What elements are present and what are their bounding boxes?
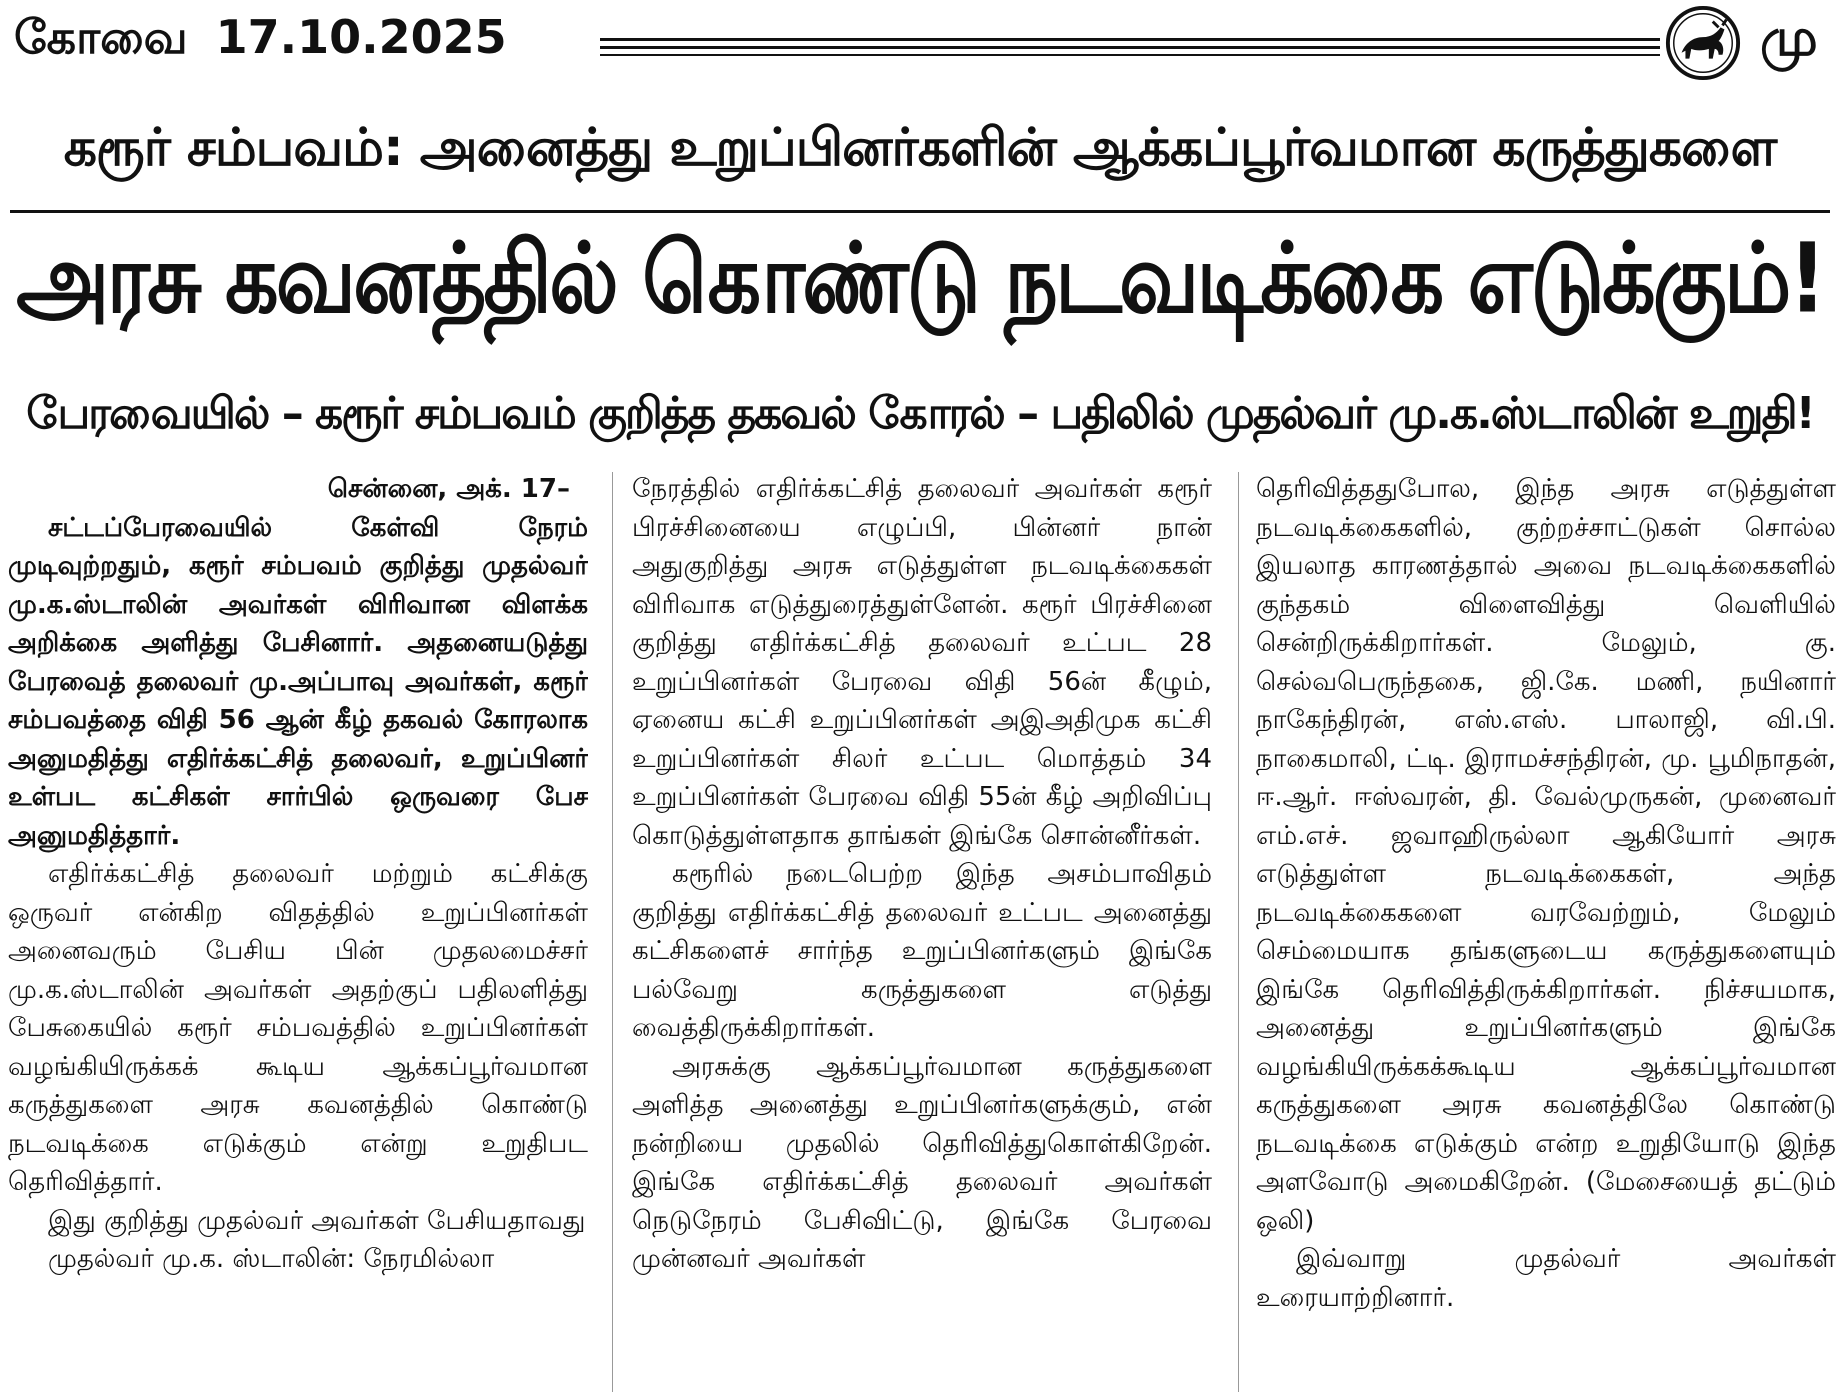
edition-dateline bbox=[14, 10, 507, 71]
article-dateline: சென்னை, அக். 17– bbox=[327, 474, 570, 504]
edition-date: 17.10.2025 bbox=[215, 10, 507, 64]
body-paragraph: இவ்வாறு முதல்வர் அவர்கள் உரையாற்றினார். bbox=[1256, 1244, 1836, 1313]
article-kicker: கரூர் சம்பவம்: அனைத்து உறுப்பினர்களின் ஆக்கப்பூர்வமான கருத்துகளை bbox=[63, 118, 1777, 178]
article-headline: அரசு கவனத்தில் கொண்டு நடவடிக்கை எடுக்கும்! bbox=[16, 222, 1824, 335]
body-paragraph: தெரிவித்ததுபோல, இந்த அரசு எடுத்துள்ள நடவடிக்கைகளில், குற்றச்சாட்டுகள் சொல்ல இயலாத காரணத்தால் அவை நடவடிக்கைகளில் குந்தகம் விளைவித்து வெளியில் சென்றிருக்கிறார்கள். மேலும், கு. செல்வபெருந்தகை, ஜி.கே. மணி, நயினார் நாகேந்திரன், எஸ்.எஸ். பாலாஜி, வி.பி. நாகைமாலி, ட்டி. இராமச்சந்திரன், மு. பூமிநாதன், ஈ.ஆர். ஈஸ்வரன், தி. வேல்முருகன், முனைவர் எம்.எச். ஜவாஹிருல்லா ஆகியோர் அரசு எடுத்துள்ள நடவடிக்கைகள், அந்த நடவடிக்கைகளை வரவேற்றும், மேலும் செம்மையாக தங்களுடைய கருத்துகளையும் இங்கே தெரிவித்திருக்கிறார்கள். நிச்சயமாக, அனைத்து உறுப்பினர்களும் இங்கே வழங்கியிருக்கக்கூடிய ஆக்கப்பூர்வமான கருத்துகளை அரசு கவனத்திலே கொண்டு நடவடிக்கை எடுக்கும் என்ற உறுதியோடு இந்த அளவோடு அமைகிறேன். (மேசையைத் தட்டும் ஒலி) bbox=[1256, 474, 1836, 1236]
body-paragraph: கரூரில் நடைபெற்ற இந்த அசம்பாவிதம் குறித்து எதிர்க்கட்சித் தலைவர் உட்பட அனைத்து கட்சிகளைச் சார்ந்த உறுப்பினர்களும் இங்கே பல்வேறு கருத்துகளை எடுத்து வைத்திருக்கிறார்கள். bbox=[632, 859, 1212, 1043]
article-column-1 bbox=[8, 470, 588, 1390]
lead-paragraph: சட்டப்பேரவையில் கேள்வி நேரம் முடிவுற்றதும், கரூர் சம்பவம் குறித்து முதல்வர் மு.க.ஸ்டாலின் அவர்கள் விரிவான விளக்க அறிக்கை அளித்து பேசினார். அதனையடுத்து பேரவைத் தலைவர் மு.அப்பாவு அவர்கள், கரூர் சம்பவத்தை விதி 56 ஆன் கீழ் தகவல் கோரலாக அனுமதித்து எதிர்க்கட்சித் தலைவர், உறுப்பினர் உள்பட கட்சிகள் சார்பில் ஒருவரை பேச அனுமதித்தார். bbox=[8, 512, 588, 851]
article-column-3 bbox=[1256, 470, 1836, 1390]
body-paragraph: நேரத்தில் எதிர்க்கட்சித் தலைவர் அவர்கள் கரூர் பிரச்சினையை எழுப்பி, பின்னர் நான் அதுகுறித்து அரசு எடுத்துள்ள நடவடிக்கைகள் விரிவாக எடுத்துரைத்துள்ளேன். கரூர் பிரச்சினை குறித்து எதிர்க்கட்சித் தலைவர் உட்பட 28 உறுப்பினர்கள் பேரவை விதி 56ன் கீழும், ஏனைய கட்சி உறுப்பினர்கள் அஇஅதிமுக கட்சி உறுப்பினர்கள் சிலர் உட்பட மொத்தம் 34 உறுப்பினர்கள் பேரவை விதி 55ன் கீழ் அறிவிப்பு கொடுத்துள்ளதாக தாங்கள் இங்கே சொன்னீர்கள். bbox=[632, 474, 1212, 851]
masthead-rule bbox=[600, 54, 1660, 56]
column-divider bbox=[612, 472, 613, 1392]
edition-name: கோவை bbox=[14, 10, 188, 64]
body-paragraph: முதல்வர் மு.க. ஸ்டாலின்: நேரமில்லா bbox=[48, 1244, 495, 1274]
masthead bbox=[0, 0, 1838, 92]
article-column-2 bbox=[632, 470, 1212, 1390]
article-subhead: பேரவையில் – கரூர் சம்பவம் குறித்த தகவல் கோரல் – பதிலில் முதல்வர் மு.க.ஸ்டாலின் உறுதி! bbox=[26, 388, 1814, 439]
bull-emblem-logo-icon bbox=[1664, 4, 1742, 82]
body-paragraph: அரசுக்கு ஆக்கப்பூர்வமான கருத்துகளை அளித்த அனைத்து உறுப்பினர்களுக்கும், என் நன்றியை முதலில் தெரிவித்துகொள்கிறேன். இங்கே எதிர்க்கட்சித் தலைவர் அவர்கள் நெடுநேரம் பேசிவிட்டு, இங்கே பேரவை முன்னவர் அவர்கள் bbox=[632, 1051, 1212, 1274]
masthead-rule bbox=[600, 46, 1660, 49]
masthead-title-partial: மு bbox=[1760, 8, 1818, 68]
body-paragraph: எதிர்க்கட்சித் தலைவர் மற்றும் கட்சிக்கு ஒருவர் என்கிற விதத்தில் உறுப்பினர்கள் அனைவரும் பேசிய பின் முதலமைச்சர் மு.க.ஸ்டாலின் அவர்கள் அதற்குப் பதிலளித்து பேசுகையில் கரூர் சம்பவத்தில் உறுப்பினர்கள் வழங்கியிருக்கக் கூடிய ஆக்கப்பூர்வமான கருத்துகளை அரசு கவனத்தில் கொண்டு நடவடிக்கை எடுக்கும் என்று உறுதிபட தெரிவித்தார். bbox=[8, 859, 588, 1197]
column-divider bbox=[1238, 472, 1239, 1392]
body-paragraph: இது குறித்து முதல்வர் அவர்கள் பேசியதாவது bbox=[48, 1205, 586, 1236]
masthead-rule bbox=[600, 38, 1660, 41]
kicker-divider bbox=[10, 210, 1830, 213]
